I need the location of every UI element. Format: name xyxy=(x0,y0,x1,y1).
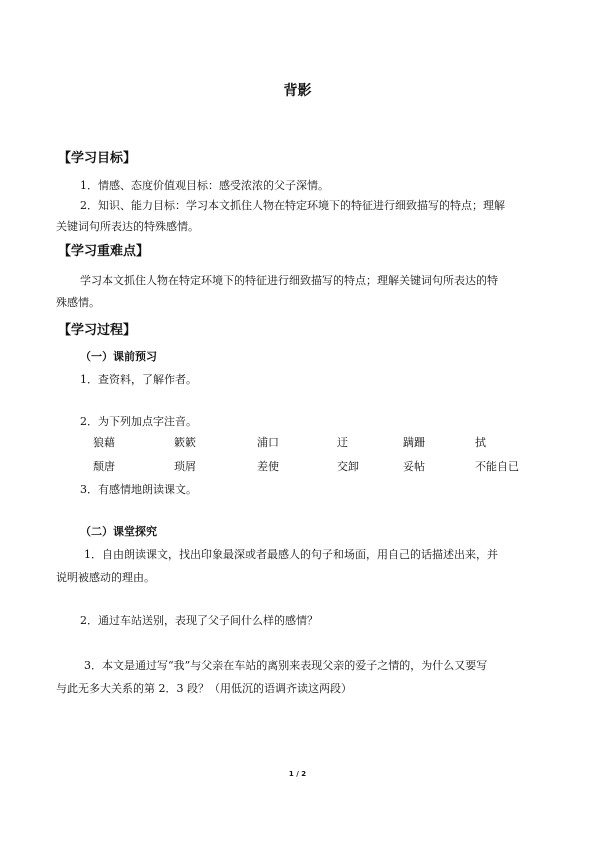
explore-question-1-line-1: 1．自由朗读课文，找出印象最深或者最感人的句子和场面，用自己的话描述出来，并 xyxy=(84,548,498,561)
section-heading-key-points: 【学习重难点】 xyxy=(58,244,150,259)
word-item: 差使 xyxy=(257,460,279,473)
word-item: 颓唐 xyxy=(93,460,115,473)
goal-item-1: 1．情感、态度价值观目标：感受浓浓的父子深情。 xyxy=(80,179,329,192)
preview-question-2: 2．为下列加点字注音。 xyxy=(80,415,197,428)
word-item: 不能自已 xyxy=(475,460,519,473)
word-item: 簌簌 xyxy=(174,436,196,449)
subsection-title-explore: （二）课堂探究 xyxy=(80,525,157,538)
key-points-line-2: 殊感情。 xyxy=(56,296,100,309)
key-points-line-1: 学习本文抓住人物在特定环境下的特征进行细致描写的特点；理解关键词句所表达的特 xyxy=(80,274,498,287)
word-item: 妥帖 xyxy=(403,460,425,473)
word-item: 拭 xyxy=(475,436,486,449)
word-item: 交卸 xyxy=(337,460,359,473)
explore-question-3-line-1: 3．本文是通过写“我”与父亲在车站的离别来表现父亲的爱子之情的，为什么又要写 xyxy=(84,659,488,672)
word-item: 蹒跚 xyxy=(403,436,425,449)
word-item: 迂 xyxy=(337,436,348,449)
word-item: 狼藉 xyxy=(93,436,115,449)
page-number: 1 / 2 xyxy=(288,770,307,778)
section-heading-goals: 【学习目标】 xyxy=(58,151,137,166)
goal-item-2-line-1: 2．知识、能力目标：学习本文抓住人物在特定环境下的特征进行细致描写的特点；理解 xyxy=(80,199,505,212)
explore-question-3-line-2: 与此无多大关系的第 2．3 段？（用低沉的语调齐读这两段） xyxy=(56,682,352,695)
section-heading-process: 【学习过程】 xyxy=(58,323,137,338)
explore-question-1-line-2: 说明被感动的理由。 xyxy=(56,571,155,584)
page-title: 背影 xyxy=(283,83,312,99)
preview-question-3: 3．有感情地朗读课文。 xyxy=(80,483,197,496)
preview-question-1: 1．查资料，了解作者。 xyxy=(80,373,197,386)
explore-question-2: 2．通过车站送别，表现了父子间什么样的感情？ xyxy=(80,614,318,627)
word-item: 浦口 xyxy=(257,436,279,449)
word-item: 琐屑 xyxy=(174,460,196,473)
subsection-title-preview: （一）课前预习 xyxy=(80,350,157,363)
goal-item-2-line-2: 关键词句所表达的特殊感情。 xyxy=(56,220,199,233)
